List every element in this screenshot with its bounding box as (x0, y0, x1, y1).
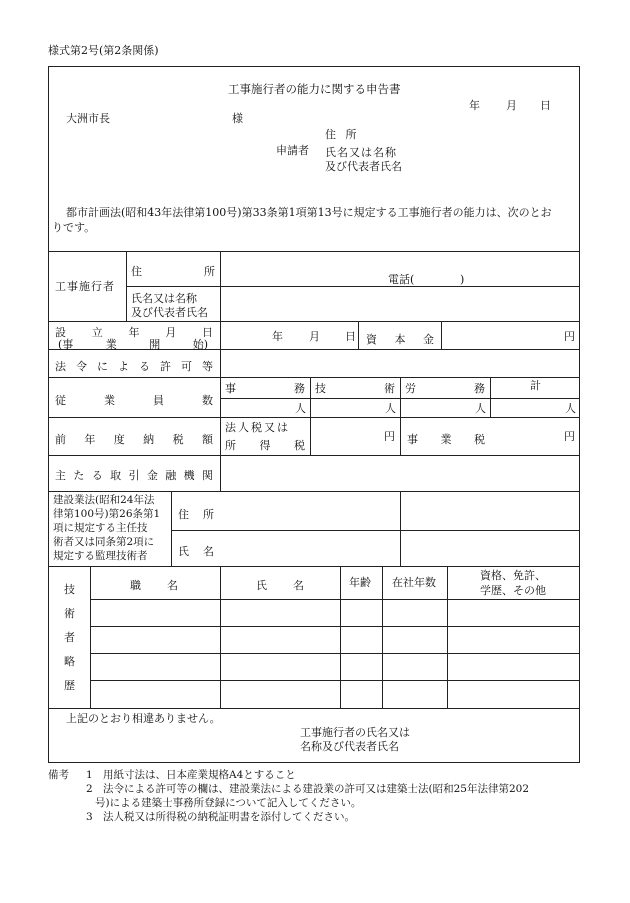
engineer-name-label: 氏 名 (178, 545, 214, 558)
history-col-qual-2: 学歴、その他 (480, 584, 546, 597)
permit-label: 法 令 に よ る 許 可 等 (55, 360, 213, 373)
capital-unit: 円 (564, 330, 575, 343)
est-year: 年 (272, 330, 283, 343)
emp-unit-labor: 人 (475, 402, 486, 415)
addressee-honorific: 様 (232, 112, 243, 125)
statement-line1: 都市計画法(昭和43年法律第100号)第33条第1項第13号に規定する工事施行者の能力は、次のとお (66, 206, 552, 219)
contractor-rep-label: 及び代表者氏名 (131, 306, 208, 319)
history-col-age: 年齢 (349, 576, 371, 589)
bank-label: 主 た る 取 引 金 融 機 関 (55, 469, 213, 482)
phone-close: ) (460, 273, 465, 286)
note-2-text-cont: 号)による建築士事務所登録について記入してください。 (95, 797, 362, 809)
engineer-address-label: 住 所 (178, 508, 214, 521)
emp-col-labor: 労 務 (405, 382, 485, 395)
capital-label: 資 本 金 (366, 333, 434, 346)
est-day: 日 (345, 330, 356, 343)
established-label: 設 立 年 月 日 (55, 326, 213, 339)
notes-label: 備考 (48, 769, 69, 781)
emp-unit-total: 人 (565, 402, 576, 415)
form-title: 工事施行者の能力に関する申告書 (228, 82, 401, 96)
note-2-text: 法令による許可等の欄は、建設業法による建設業の許可又は建築士法(昭和25年法律第202 (103, 783, 529, 795)
date-day: 日 (540, 99, 551, 112)
emp-col-total: 計 (530, 379, 541, 392)
contractor-address-label: 住 所 (131, 265, 215, 278)
note-3-text: 法人税又は所得税の納税証明書を添付してください。 (103, 811, 355, 823)
emp-unit-technical: 人 (385, 402, 396, 415)
form-number: 様式第2号(第2条関係) (48, 44, 159, 57)
history-col-tenure: 在社年数 (392, 576, 436, 589)
applicant-name-label: 氏名又は名称 (325, 146, 397, 159)
phone-label: 電話( (388, 273, 415, 286)
est-month: 月 (309, 330, 320, 343)
history-col-position: 職 名 (130, 579, 178, 592)
contractor-name-label: 氏名又は名称 (131, 292, 197, 305)
income-tax-label: 所 得 税 (225, 439, 305, 452)
applicant-address-label: 住 所 (325, 128, 360, 141)
applicant-rep-label: 及び代表者氏名 (325, 160, 402, 173)
date-year: 年 (469, 99, 480, 112)
emp-col-technical: 技 術 (315, 382, 395, 395)
addressee-name: 大洲市長 (66, 112, 110, 125)
statement-line2: りです。 (52, 221, 96, 234)
history-col-name: 氏 名 (256, 579, 304, 592)
applicant-label: 申請者 (276, 144, 309, 157)
tax-label: 前 年 度 納 税 額 (55, 433, 213, 446)
history-col-qual-1: 資格、免許、 (480, 569, 546, 582)
emp-unit-office: 人 (295, 402, 306, 415)
contractor-label: 工事施行者 (55, 280, 115, 293)
note-1-text: 用紙寸法は、日本産業規格A4とすること (103, 769, 296, 781)
business-tax-unit: 円 (564, 430, 575, 443)
signature-line-2: 名称及び代表者氏名 (300, 740, 399, 753)
employees-label: 従 業 員 数 (55, 394, 213, 407)
corp-tax-label: 法人税又は (225, 421, 290, 434)
certify-text: 上記のとおり相違ありません。 (66, 712, 221, 725)
form-frame (48, 66, 580, 763)
business-tax-label: 事 業 税 (407, 433, 485, 446)
corp-tax-unit: 円 (384, 430, 395, 443)
note-3-number: 3 (86, 811, 93, 823)
date-month: 月 (506, 99, 517, 112)
note-1-number: 1 (86, 769, 93, 781)
note-2-number: 2 (86, 783, 93, 795)
emp-col-office: 事 務 (225, 382, 305, 395)
signature-line-1: 工事施行者の氏名又は (300, 726, 410, 739)
business-start-label: (事 業 開 始) (58, 338, 208, 351)
